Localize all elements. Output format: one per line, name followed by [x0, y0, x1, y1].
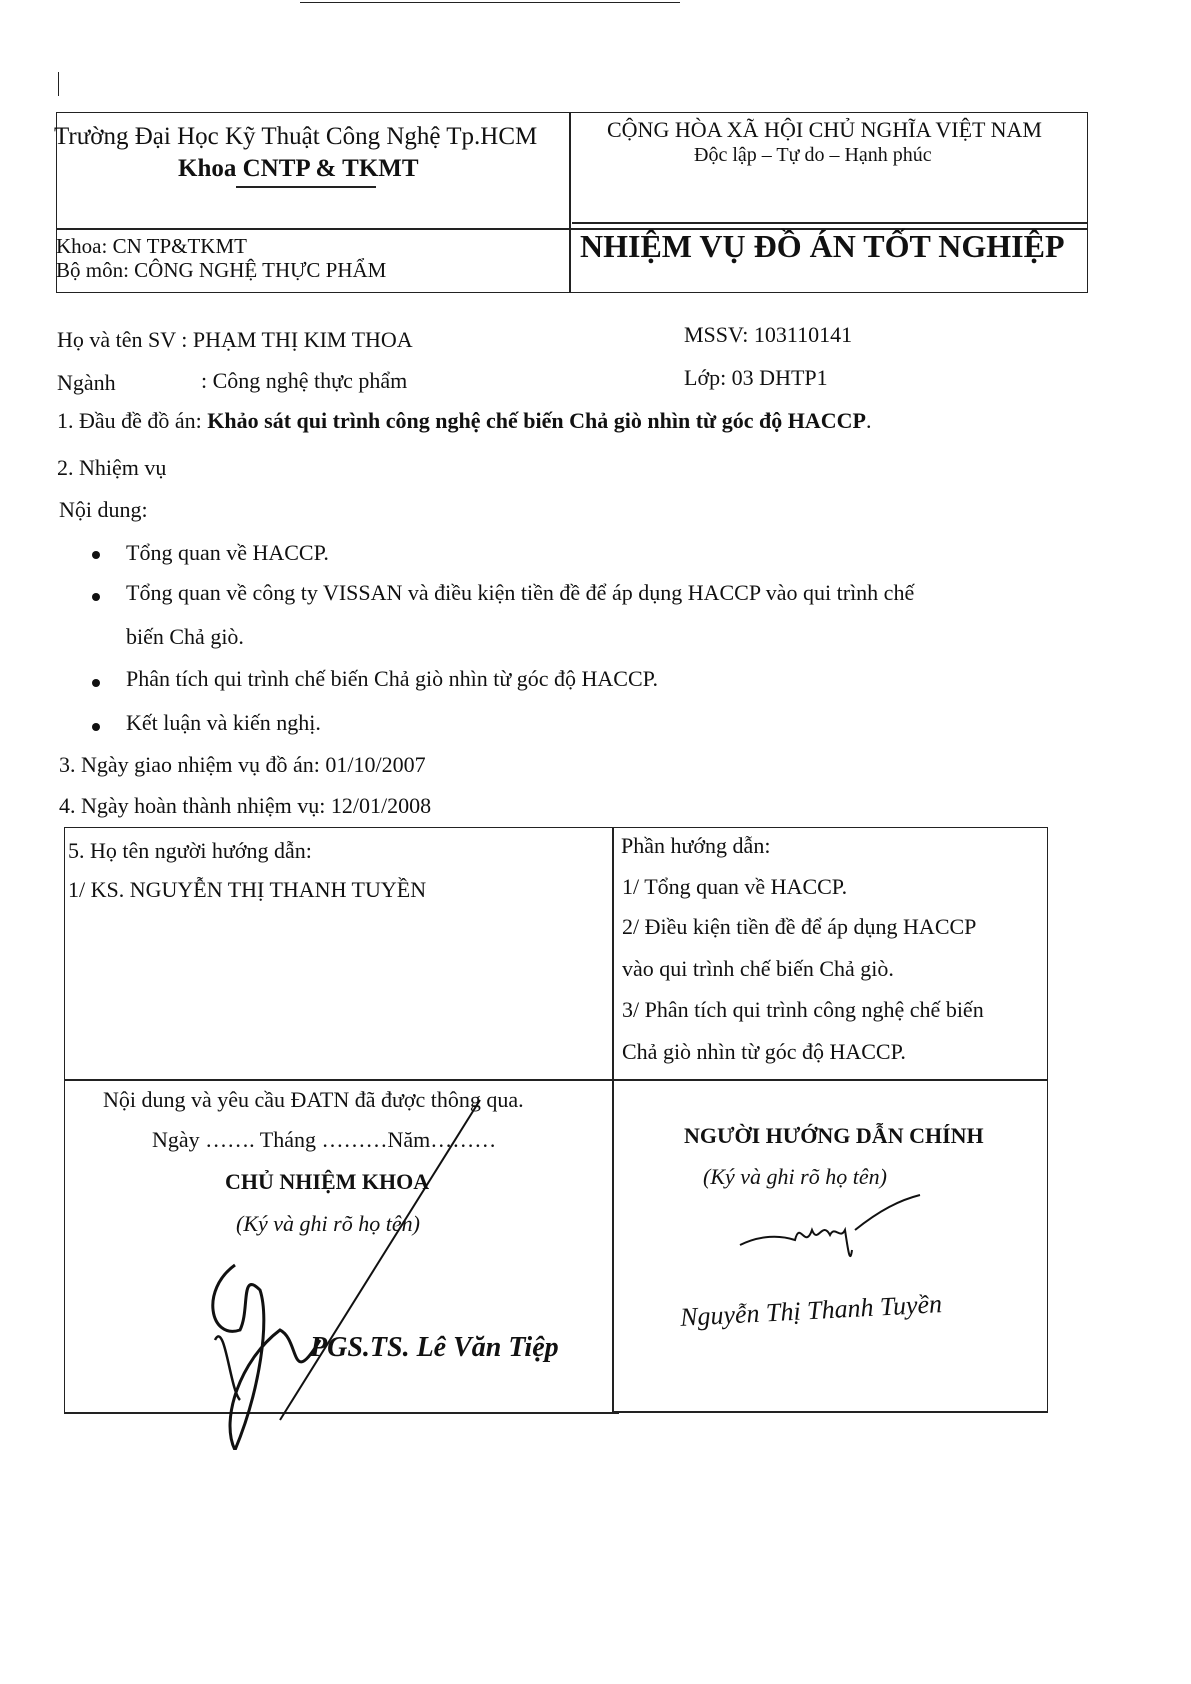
- approval-date: Ngày ……. Tháng ………Năm………: [152, 1127, 497, 1152]
- faculty-name: Khoa CNTP & TKMT: [178, 155, 419, 182]
- scan-mark: [58, 72, 59, 96]
- period: .: [865, 408, 872, 433]
- thesis-title-label: 1. Đầu đề đồ án:: [57, 408, 202, 433]
- student-name: Họ và tên SV : PHẠM THỊ KIM THOA: [57, 327, 413, 352]
- divider: [612, 827, 614, 1413]
- part-item: 3/ Phân tích qui trình công nghệ chế biến: [622, 997, 984, 1022]
- dean-sign-note: (Ký và ghi rõ họ tên): [236, 1211, 420, 1236]
- major-label: Ngành: [57, 370, 116, 395]
- content-item: Kết luận và kiến nghị.: [126, 710, 321, 735]
- part-item: 2/ Điều kiện tiền đề để áp dụng HACCP: [622, 914, 977, 939]
- dean-signature: [180, 1090, 540, 1450]
- divider: [612, 1411, 1048, 1413]
- divider: [64, 1079, 1048, 1081]
- task-heading: 2. Nhiệm vụ: [57, 455, 167, 480]
- complete-date: 4. Ngày hoàn thành nhiệm vụ: 12/01/2008: [59, 793, 432, 818]
- advisor-signature: [730, 1190, 930, 1270]
- part-item: 1/ Tổng quan về HACCP.: [622, 874, 848, 899]
- dean-stamp-name: PGS.TS. Lê Văn Tiệp: [310, 1332, 559, 1363]
- student-id: MSSV: 103110141: [684, 322, 853, 347]
- thesis-title: Khảo sát qui trình công nghệ chế biến Chả giò nhìn từ góc độ HACCP: [207, 408, 866, 433]
- advisor-sign-note: (Ký và ghi rõ họ tên): [703, 1164, 887, 1189]
- advisor-role: NGƯỜI HƯỚNG DẪN CHÍNH: [684, 1123, 984, 1148]
- class-label: Lớp: 03 DHTP1: [684, 365, 828, 390]
- part-item: vào qui trình chế biến Chả giò.: [622, 956, 894, 981]
- scan-mark: [300, 2, 680, 3]
- bullet-icon: [92, 593, 100, 601]
- advisor-handwritten-name: Nguyễn Thị Thanh Tuyền: [679, 1289, 943, 1332]
- bullet-icon: [92, 551, 100, 559]
- dean-role: CHỦ NHIỆM KHOA: [225, 1169, 430, 1194]
- bo-mon-label: Bộ môn: CÔNG NGHỆ THỰC PHẨM: [56, 258, 387, 282]
- content-label: Nội dung:: [59, 497, 148, 522]
- motto: Độc lập – Tự do – Hạnh phúc: [694, 144, 932, 166]
- content-item: Phân tích qui trình chế biến Chả giò nhìn từ góc độ HACCP.: [126, 666, 658, 691]
- country-name: CỘNG HÒA XÃ HỘI CHỦ NGHĨA VIỆT NAM: [607, 117, 1042, 142]
- part-label: Phần hướng dẫn:: [621, 833, 771, 858]
- content-item: Tổng quan về công ty VISSAN và điều kiện tiền đề để áp dụng HACCP vào qui trình chế: [126, 580, 915, 605]
- document-title: NHIỆM VỤ ĐỒ ÁN TỐT NGHIỆP: [580, 228, 1065, 264]
- thesis-title-row: [57, 408, 871, 434]
- major-value: : Công nghệ thực phẩm: [201, 368, 408, 393]
- content-item: biến Chả giò.: [126, 624, 244, 649]
- underline: [236, 186, 376, 188]
- school-name: Trường Đại Học Kỹ Thuật Công Nghệ Tp.HCM: [54, 123, 538, 150]
- divider: [572, 222, 1088, 224]
- advisor-label: 5. Họ tên người hướng dẫn:: [68, 838, 312, 863]
- assign-date: 3. Ngày giao nhiệm vụ đồ án: 01/10/2007: [59, 752, 426, 777]
- content-item: Tổng quan về HACCP.: [126, 540, 329, 565]
- khoa-label: Khoa: CN TP&TKMT: [56, 234, 247, 258]
- part-item: Chả giò nhìn từ góc độ HACCP.: [622, 1039, 906, 1064]
- approval-text: Nội dung và yêu cầu ĐATN đã được thông qua.: [103, 1087, 524, 1112]
- bullet-icon: [92, 723, 100, 731]
- bullet-icon: [92, 679, 100, 687]
- divider: [569, 112, 571, 293]
- advisor-name: 1/ KS. NGUYỄN THỊ THANH TUYỀN: [68, 877, 427, 902]
